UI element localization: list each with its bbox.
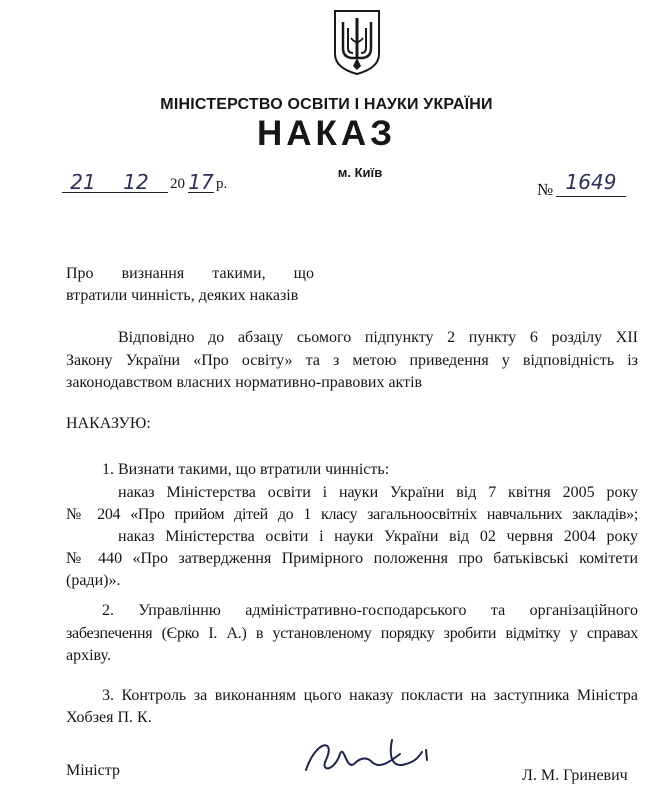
item-1b-line-1: наказ Міністерства освіти і науки України від 02 червня 2004 року bbox=[118, 528, 638, 545]
item-2-line-3: архіву. bbox=[66, 647, 111, 664]
item-2-line-2: забезпечення (Єрко І. А.) в установленому порядку зробити відмітку у справах bbox=[66, 625, 638, 642]
subject-word: Про bbox=[66, 265, 94, 282]
order-word: НАКАЗУЮ: bbox=[66, 415, 151, 432]
subject-word: що bbox=[293, 265, 314, 282]
subject-word: визнання bbox=[121, 265, 185, 282]
preamble-line-1: Відповідно до абзацу сьомого підпункту 2 пункту 6 розділу XII bbox=[118, 329, 638, 346]
preamble-line-3: законодавством власних нормативно-правових актів bbox=[66, 374, 423, 391]
date-day: 21 bbox=[70, 170, 96, 194]
order-number-value: 1649 bbox=[565, 170, 617, 194]
date-month-field bbox=[104, 170, 168, 193]
signatory-name: Л. М. Гриневич bbox=[522, 767, 628, 784]
date-year-suffix: 17 bbox=[188, 170, 214, 194]
preamble-line-2: Закону України «Про освіту» та з метою приведення у відповідність із bbox=[66, 352, 638, 369]
city: м. Київ bbox=[337, 165, 383, 180]
coat-of-arms-emblem bbox=[331, 8, 383, 76]
subject-line-2: втратили чинність, деяких наказів bbox=[66, 287, 299, 304]
subject-word: такими, bbox=[212, 265, 266, 282]
ministry-name: МІНІСТЕРСТВО ОСВІТИ І НАУКИ УКРАЇНИ bbox=[160, 96, 493, 113]
item-2-line-1: 2. Управлінню адміністративно-господарського та організаційного bbox=[102, 602, 638, 619]
item-1a-line-2: № 204 «Про прийом дітей до 1 класу загальноосвітніх навчальних закладів»; bbox=[66, 506, 638, 523]
item-3-line-1: 3. Контроль за виконанням цього наказу покласти на заступника Міністра bbox=[102, 687, 638, 704]
order-number-field bbox=[556, 170, 626, 197]
date-month: 12 bbox=[123, 170, 149, 194]
date-year-mark: р. bbox=[216, 176, 228, 192]
document-title: НАКАЗ bbox=[256, 114, 397, 153]
date-year-field bbox=[188, 170, 214, 193]
item-3-line-2: Хобзея П. К. bbox=[66, 709, 152, 726]
item-1b-line-2: № 440 «Про затвердження Примірного положення про батьківські комітети bbox=[66, 550, 638, 567]
date-year-prefix: 20 bbox=[170, 176, 185, 192]
subject-line-1 bbox=[66, 263, 314, 285]
item-1a-line-1: наказ Міністерства освіти і науки України від 7 квітня 2005 року bbox=[118, 484, 638, 501]
date-day-field bbox=[62, 170, 104, 193]
signatory-position: Міністр bbox=[66, 762, 120, 779]
order-number-label: № bbox=[537, 180, 554, 199]
item-1-title: 1. Визнати такими, що втратили чинність: bbox=[102, 461, 390, 478]
handwritten-signature bbox=[296, 730, 446, 790]
item-1b-line-3: (ради)». bbox=[66, 572, 121, 589]
